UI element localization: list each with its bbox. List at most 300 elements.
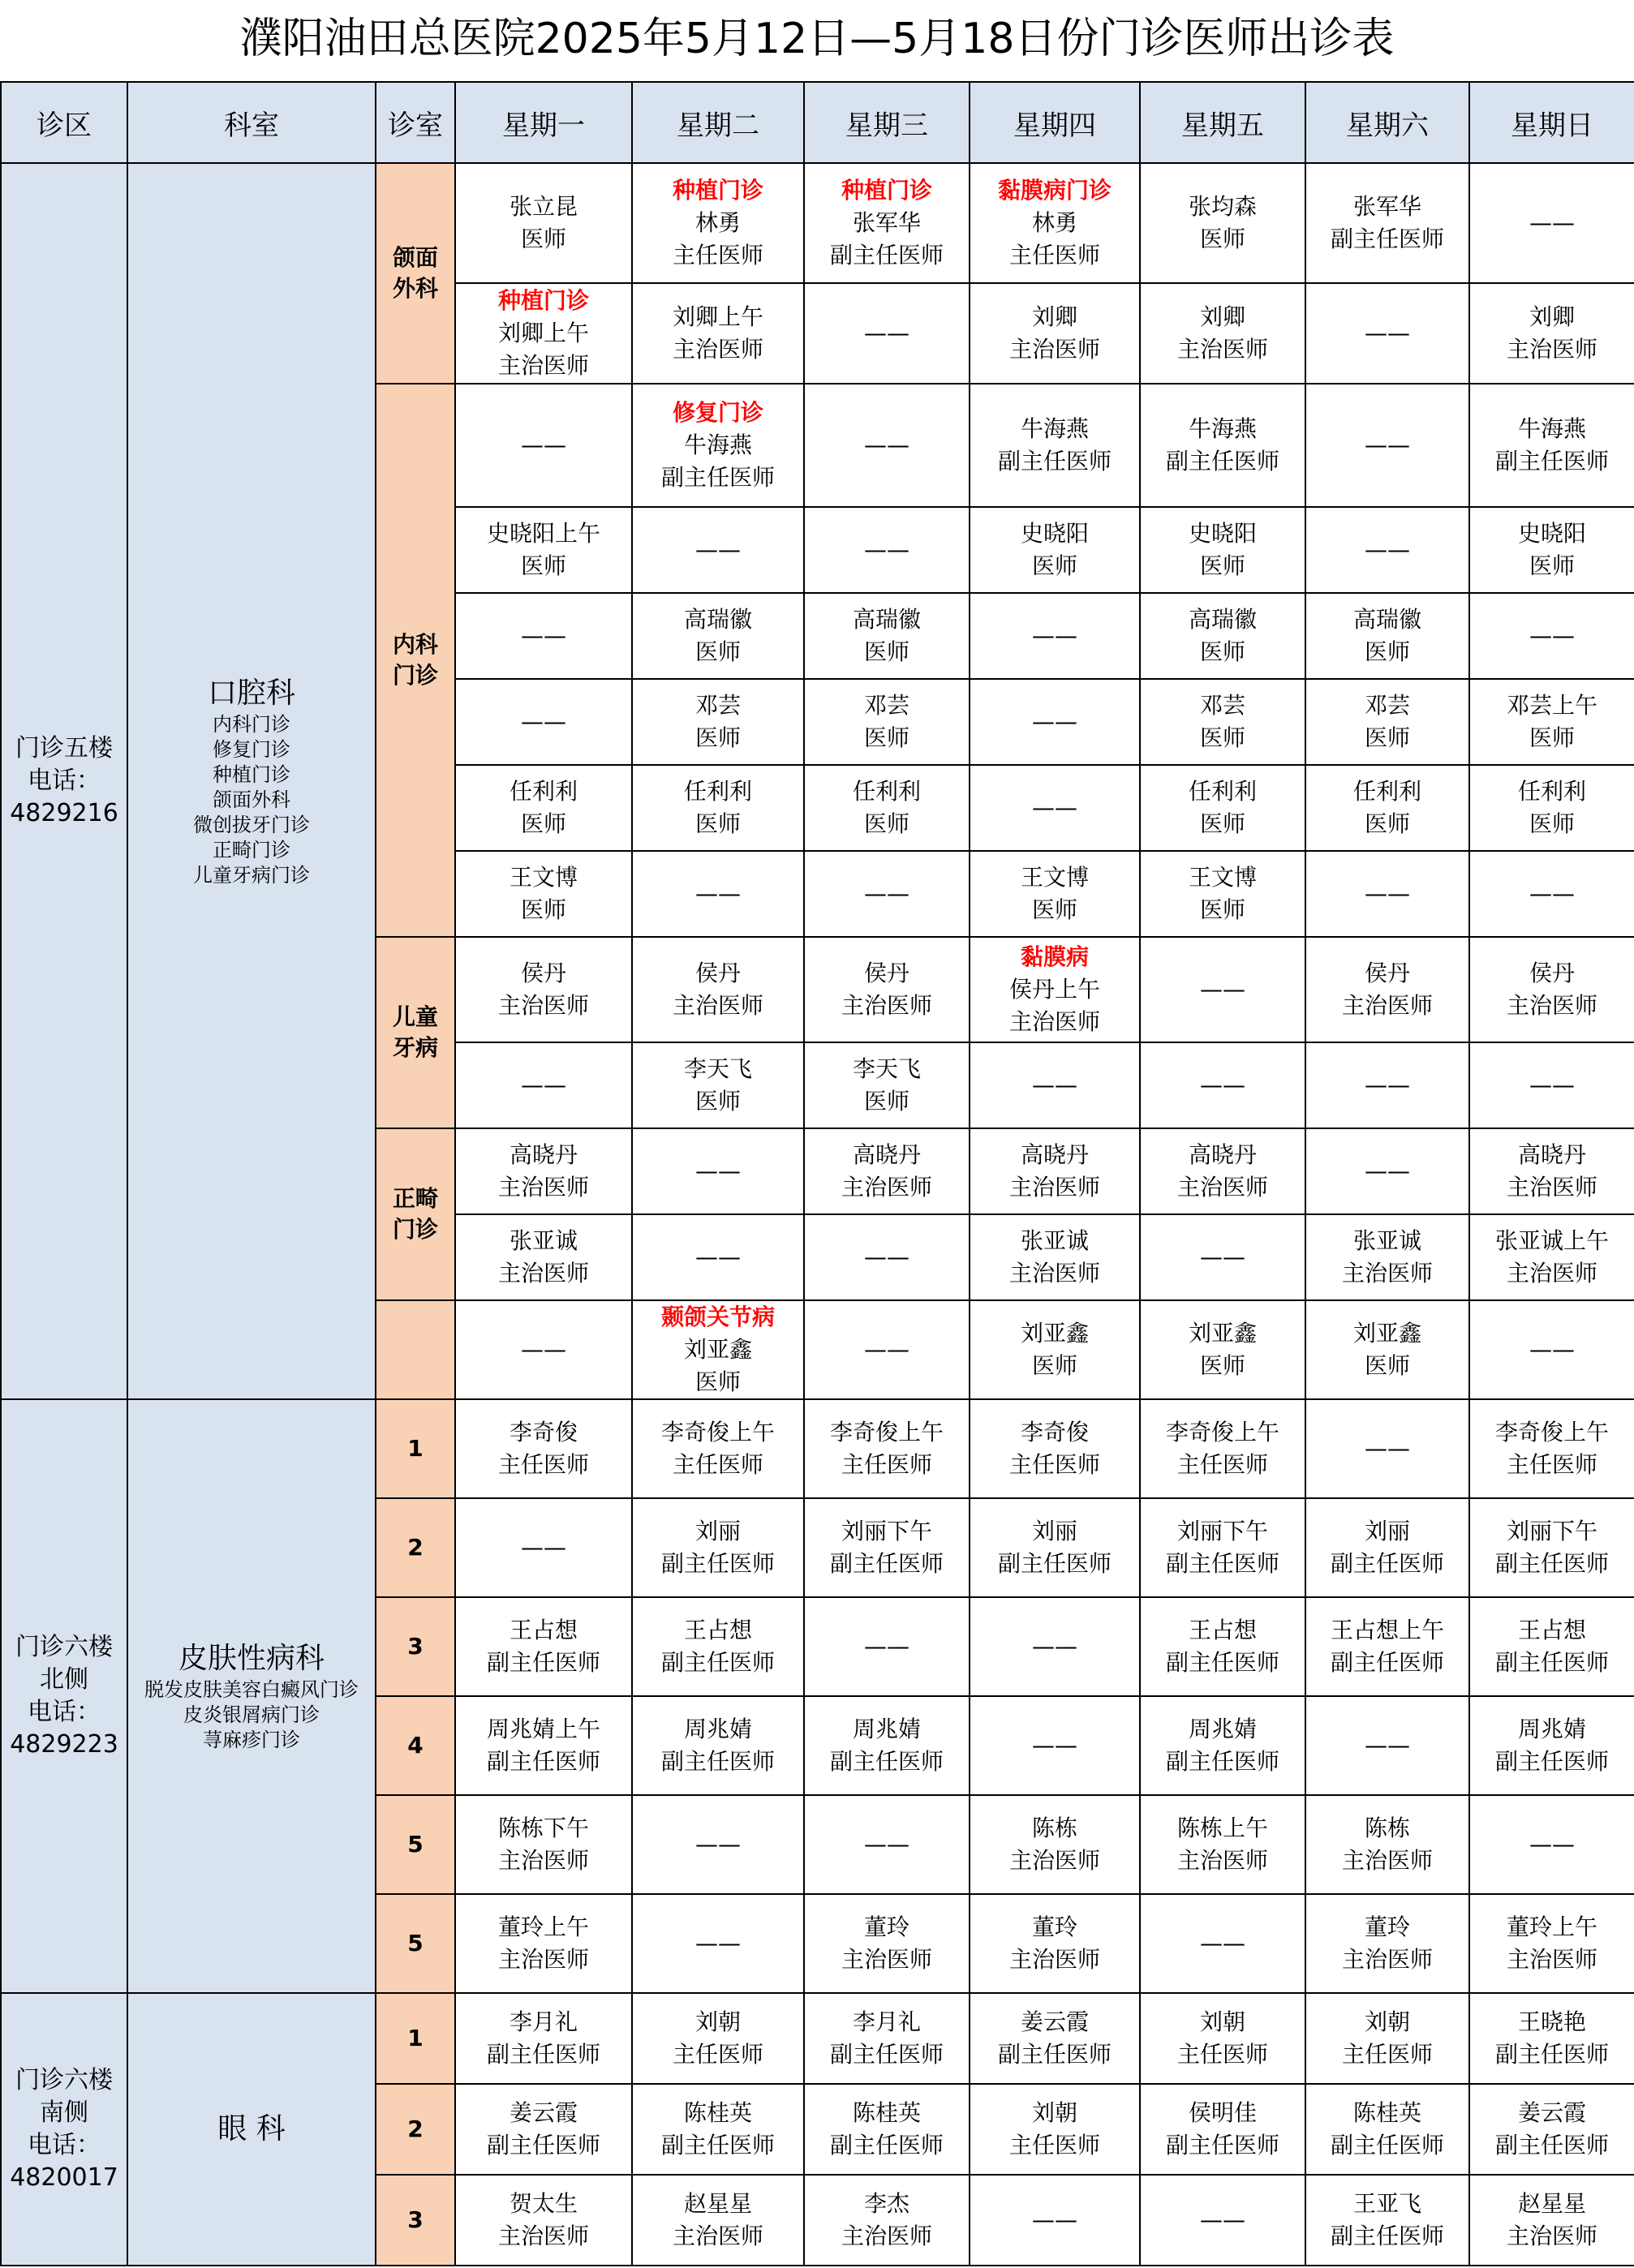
doctor-name: 高晓丹	[1020, 1141, 1089, 1168]
doctor-title: 副主任医师	[1165, 1649, 1279, 1676]
doctor-title: 主任医师	[1008, 2132, 1100, 2158]
department-subclinic: 脱发皮肤美容白癜风门诊	[144, 1677, 359, 1701]
no-clinic-dash: ——	[521, 1072, 566, 1098]
doctor-cell	[1469, 1894, 1634, 1993]
room-cell	[376, 1399, 455, 1498]
doctor-name: 任利利	[1517, 778, 1586, 805]
schedule-table	[0, 81, 1634, 2266]
doctor-name: 姜云霞	[1517, 2099, 1586, 2126]
doctor-cell	[455, 937, 632, 1042]
room-label: 2	[407, 1534, 424, 1561]
room-label: 3	[407, 1633, 424, 1660]
room-cell	[376, 1696, 455, 1795]
doctor-name: 牛海燕	[1020, 415, 1089, 442]
no-clinic-dash: ——	[1365, 432, 1410, 458]
doctor-name: 王亚飞	[1352, 2190, 1421, 2217]
doctor-title: 副主任医师	[1330, 2132, 1444, 2158]
doctor-cell	[970, 283, 1140, 384]
doctor-cell	[455, 765, 632, 851]
department-subclinic: 种植门诊	[213, 762, 290, 786]
doctor-title: 医师	[1364, 638, 1410, 665]
doctor-cell	[1305, 384, 1469, 507]
no-clinic-dash: ——	[1032, 2206, 1077, 2233]
doctor-cell	[804, 1399, 970, 1498]
doctor-name: 任利利	[1352, 778, 1421, 805]
doctor-cell	[1305, 937, 1469, 1042]
doctor-title: 副主任医师	[660, 1550, 775, 1577]
doctor-name: 刘卿上午	[497, 320, 589, 346]
doctor-name: 邓芸	[1199, 692, 1245, 719]
doctor-name: 刘亚鑫	[1352, 1320, 1421, 1347]
header-sunday: 星期日	[1469, 82, 1634, 163]
doctor-cell	[632, 2084, 804, 2175]
doctor-cell	[804, 1128, 970, 1214]
doctor-name: 刘丽下午	[841, 1518, 932, 1544]
doctor-cell	[1140, 283, 1305, 384]
zone-cell	[1, 163, 127, 1399]
doctor-title: 副主任医师	[1494, 2041, 1609, 2068]
doctor-cell	[455, 1128, 632, 1214]
doctor-cell	[455, 1399, 632, 1498]
doctor-name: 李奇俊	[1020, 1419, 1089, 1445]
header-room: 诊室	[376, 82, 455, 163]
doctor-title: 主治医师	[1341, 1946, 1433, 1973]
room-label: 2	[407, 2116, 424, 2142]
room-label: 正畸	[392, 1185, 438, 1212]
doctor-name: 邓芸	[694, 692, 741, 719]
no-clinic-dash: ——	[1365, 1732, 1410, 1759]
doctor-name: 林勇	[1031, 209, 1077, 236]
doctor-name: 王占想	[1517, 1617, 1586, 1643]
no-clinic-dash: ——	[1529, 622, 1575, 649]
doctor-title: 医师	[694, 724, 741, 751]
doctor-title: 医师	[694, 638, 741, 665]
doctor-name: 李月礼	[509, 2008, 578, 2035]
doctor-name: 侯丹	[1364, 960, 1410, 986]
department-subclinic: 荨麻疹门诊	[203, 1728, 300, 1751]
doctor-name: 李奇俊上午	[829, 1419, 944, 1445]
header-saturday: 星期六	[1305, 82, 1469, 163]
header-dept: 科室	[127, 82, 376, 163]
room-cell	[376, 384, 455, 937]
room-label: 3	[407, 2206, 424, 2233]
doctor-title: 医师	[1199, 1352, 1245, 1379]
doctor-title: 主治医师	[1341, 1847, 1433, 1874]
no-clinic-dash: ——	[521, 1336, 566, 1363]
doctor-name: 邓芸	[863, 692, 909, 719]
doctor-cell	[455, 2084, 632, 2175]
zone-line: 电话：	[28, 1698, 101, 1726]
doctor-cell	[455, 283, 632, 384]
doctor-cell	[632, 283, 804, 384]
doctor-cell	[804, 1894, 970, 1993]
doctor-name: 刘朝	[1199, 2008, 1245, 2035]
doctor-title: 主任医师	[1176, 2041, 1268, 2068]
doctor-name: 张立昆	[509, 193, 578, 220]
room-label: 内科	[392, 631, 438, 658]
doctor-cell	[632, 1795, 804, 1894]
doctor-cell	[1469, 384, 1634, 507]
doctor-cell	[455, 593, 632, 679]
doctor-cell	[970, 593, 1140, 679]
header-thursday: 星期四	[970, 82, 1140, 163]
doctor-name: 李天飞	[683, 1055, 752, 1082]
doctor-title: 医师	[1199, 724, 1245, 751]
clinic-tag: 黏膜病	[1020, 943, 1089, 970]
doctor-title: 主治医师	[672, 336, 763, 363]
doctor-cell	[632, 384, 804, 507]
no-clinic-dash: ——	[1529, 880, 1575, 907]
doctor-name: 王占想	[1188, 1617, 1257, 1643]
doctor-title: 副主任医师	[486, 1748, 600, 1775]
room-label: 1	[407, 1435, 424, 1462]
doctor-cell	[970, 507, 1140, 593]
doctor-name: 张军华	[852, 209, 921, 236]
no-clinic-dash: ——	[1529, 1336, 1575, 1363]
doctor-cell	[804, 1597, 970, 1696]
room-cell	[376, 1597, 455, 1696]
doctor-cell	[804, 1300, 970, 1399]
doctor-cell	[632, 1696, 804, 1795]
doctor-cell	[1469, 1300, 1634, 1399]
doctor-cell	[970, 1214, 1140, 1300]
doctor-name: 董玲上午	[1506, 1914, 1597, 1940]
room-cell	[376, 1894, 455, 1993]
doctor-title: 主治医师	[1176, 336, 1268, 363]
doctor-title: 主治医师	[1341, 992, 1433, 1019]
doctor-title: 主治医师	[841, 1946, 932, 1973]
room-cell	[376, 1498, 455, 1597]
doctor-name: 侯明佳	[1188, 2099, 1257, 2126]
doctor-cell	[1140, 384, 1305, 507]
doctor-title: 医师	[1199, 638, 1245, 665]
no-clinic-dash: ——	[521, 708, 566, 735]
no-clinic-dash: ——	[1365, 536, 1410, 563]
doctor-name: 姜云霞	[1020, 2008, 1089, 2035]
no-clinic-dash: ——	[1529, 1831, 1575, 1858]
page-title: 濮阳油田总医院2025年5月12日—5月18日份门诊医师出诊表	[239, 15, 1395, 63]
doctor-name: 陈桂英	[852, 2099, 921, 2126]
doctor-title: 医师	[1199, 552, 1245, 579]
no-clinic-dash: ——	[1365, 1158, 1410, 1184]
doctor-title: 副主任医师	[829, 1550, 944, 1577]
doctor-cell	[455, 1696, 632, 1795]
department-subclinic: 皮炎银屑病门诊	[183, 1703, 320, 1726]
doctor-name: 王晓艳	[1517, 2008, 1586, 2035]
doctor-title: 主治医师	[1176, 1174, 1268, 1201]
room-label: 颌面	[392, 244, 438, 271]
doctor-cell	[970, 1696, 1140, 1795]
doctor-cell	[1305, 1300, 1469, 1399]
doctor-cell	[1140, 2175, 1305, 2266]
doctor-name: 李月礼	[852, 2008, 921, 2035]
doctor-title: 医师	[520, 226, 566, 252]
doctor-cell	[1140, 1214, 1305, 1300]
room-cell	[376, 2175, 455, 2266]
doctor-cell	[970, 2175, 1140, 2266]
doctor-cell	[455, 1300, 632, 1399]
department-subclinic: 正畸门诊	[213, 838, 290, 861]
doctor-title: 主任医师	[672, 242, 763, 268]
doctor-title: 主治医师	[497, 352, 589, 379]
doctor-cell	[1305, 1597, 1469, 1696]
no-clinic-dash: ——	[1200, 2206, 1245, 2233]
doctor-cell	[1140, 1042, 1305, 1128]
room-cell	[376, 163, 455, 384]
doctor-title: 主治医师	[1176, 1847, 1268, 1874]
no-clinic-dash: ——	[521, 1534, 566, 1561]
doctor-cell	[1469, 283, 1634, 384]
doctor-cell	[1140, 593, 1305, 679]
room-label: 外科	[392, 275, 438, 302]
doctor-cell	[1140, 1597, 1305, 1696]
doctor-title: 医师	[520, 896, 566, 923]
department-subclinic: 内科门诊	[213, 712, 290, 736]
doctor-name: 王占想	[683, 1617, 752, 1643]
no-clinic-dash: ——	[864, 536, 909, 563]
doctor-title: 副主任医师	[660, 1748, 775, 1775]
doctor-cell	[1140, 1399, 1305, 1498]
doctor-cell	[1469, 1795, 1634, 1894]
no-clinic-dash: ——	[1200, 1072, 1245, 1098]
doctor-name: 林勇	[694, 209, 741, 236]
department-name: 口腔科	[207, 676, 295, 710]
doctor-cell	[1305, 1993, 1469, 2084]
clinic-tag: 种植门诊	[841, 177, 932, 204]
room-cell	[376, 937, 455, 1128]
doctor-cell	[970, 937, 1140, 1042]
no-clinic-dash: ——	[521, 432, 566, 458]
doctor-name: 侯丹	[520, 960, 566, 986]
zone-line: 4820017	[10, 2163, 118, 2192]
doctor-cell	[455, 1042, 632, 1128]
zone-line: 4829223	[10, 1730, 118, 1759]
doctor-name: 李杰	[863, 2190, 909, 2217]
table-row	[1, 1993, 1634, 2084]
doctor-cell	[455, 1214, 632, 1300]
doctor-cell	[632, 2175, 804, 2266]
doctor-name: 李奇俊上午	[1165, 1419, 1279, 1445]
doctor-title: 主任医师	[1506, 1451, 1597, 1478]
doctor-name: 姜云霞	[509, 2099, 578, 2126]
doctor-title: 主治医师	[497, 1847, 589, 1874]
doctor-name: 王文博	[1188, 864, 1257, 891]
doctor-cell	[632, 937, 804, 1042]
no-clinic-dash: ——	[695, 1158, 741, 1184]
doctor-name: 刘亚鑫	[1188, 1320, 1257, 1347]
doctor-cell	[970, 163, 1140, 283]
doctor-name: 刘卿上午	[672, 303, 763, 330]
doctor-cell	[804, 163, 970, 283]
doctor-cell	[1305, 507, 1469, 593]
doctor-title: 副主任医师	[1494, 1748, 1609, 1775]
no-clinic-dash: ——	[1032, 1732, 1077, 1759]
no-clinic-dash: ——	[864, 1831, 909, 1858]
doctor-title: 副主任医师	[829, 2132, 944, 2158]
doctor-cell	[1140, 1300, 1305, 1399]
doctor-cell	[632, 1498, 804, 1597]
doctor-cell	[1140, 1993, 1305, 2084]
no-clinic-dash: ——	[1365, 320, 1410, 346]
room-label: 5	[407, 1930, 424, 1957]
doctor-cell	[970, 1042, 1140, 1128]
header-tuesday: 星期二	[632, 82, 804, 163]
no-clinic-dash: ——	[1032, 794, 1077, 821]
doctor-cell	[804, 1042, 970, 1128]
doctor-title: 副主任医师	[1330, 226, 1444, 252]
doctor-title: 主治医师	[1008, 1174, 1100, 1201]
doctor-name: 陈栋	[1031, 1815, 1077, 1841]
room-cell	[376, 1993, 455, 2084]
doctor-name: 王文博	[509, 864, 578, 891]
doctor-name: 刘丽	[1031, 1518, 1077, 1544]
doctor-title: 副主任医师	[1330, 2223, 1444, 2249]
doctor-cell	[632, 765, 804, 851]
doctor-title: 主治医师	[497, 1260, 589, 1286]
doctor-cell	[632, 1597, 804, 1696]
no-clinic-dash: ——	[695, 1831, 741, 1858]
room-label: 5	[407, 1831, 424, 1858]
department-subclinic: 微创拔牙门诊	[193, 813, 310, 836]
zone-line: 门诊六楼	[15, 1633, 113, 1661]
doctor-title: 主治医师	[1506, 992, 1597, 1019]
doctor-title: 主治医师	[1506, 1260, 1597, 1286]
doctor-title: 主治医师	[497, 2223, 589, 2249]
doctor-cell	[804, 765, 970, 851]
doctor-cell	[1469, 1696, 1634, 1795]
doctor-title: 医师	[1529, 552, 1575, 579]
doctor-title: 副主任医师	[997, 448, 1112, 475]
doctor-cell	[970, 765, 1140, 851]
department-subclinic: 颌面外科	[213, 788, 290, 811]
doctor-cell	[1305, 1498, 1469, 1597]
zone-line: 门诊六楼	[15, 2066, 113, 2094]
doctor-name: 刘亚鑫	[683, 1336, 752, 1363]
doctor-name: 刘朝	[694, 2008, 741, 2035]
doctor-name: 刘卿	[1031, 303, 1077, 330]
doctor-cell	[1469, 1399, 1634, 1498]
doctor-title: 主治医师	[497, 1174, 589, 1201]
no-clinic-dash: ——	[1365, 1072, 1410, 1098]
room-label: 4	[407, 1732, 424, 1759]
doctor-title: 主治医师	[1008, 1008, 1100, 1035]
doctor-name: 任利利	[852, 778, 921, 805]
zone-line: 4829216	[10, 799, 118, 827]
doctor-title: 主任医师	[1341, 2041, 1433, 2068]
doctor-title: 副主任医师	[829, 242, 944, 268]
doctor-name: 任利利	[509, 778, 578, 805]
department-name: 皮肤性病科	[178, 1641, 325, 1675]
doctor-title: 主治医师	[672, 2223, 763, 2249]
doctor-cell	[1140, 765, 1305, 851]
doctor-name: 周兆婧	[683, 1716, 752, 1742]
doctor-cell	[970, 1128, 1140, 1214]
doctor-cell	[455, 507, 632, 593]
doctor-cell	[804, 384, 970, 507]
doctor-cell	[1469, 2084, 1634, 2175]
doctor-cell	[970, 384, 1140, 507]
doctor-cell	[1305, 593, 1469, 679]
doctor-name: 刘丽	[694, 1518, 741, 1544]
no-clinic-dash: ——	[1032, 1633, 1077, 1660]
doctor-cell	[1469, 2175, 1634, 2266]
room-label: 门诊	[392, 1216, 438, 1243]
doctor-cell	[632, 851, 804, 937]
doctor-cell	[1140, 1696, 1305, 1795]
header-row	[1, 82, 1634, 163]
doctor-title: 医师	[1031, 1352, 1077, 1379]
doctor-name: 史晓阳	[1517, 520, 1586, 547]
doctor-name: 高瑞徽	[683, 606, 752, 633]
doctor-cell	[1469, 593, 1634, 679]
doctor-title: 主任医师	[841, 1451, 932, 1478]
doctor-name: 邓芸	[1364, 692, 1410, 719]
doctor-name: 牛海燕	[1188, 415, 1257, 442]
clinic-tag: 颞颌关节病	[660, 1304, 775, 1330]
doctor-cell	[1469, 937, 1634, 1042]
no-clinic-dash: ——	[1529, 1072, 1575, 1098]
doctor-title: 主治医师	[841, 2223, 932, 2249]
doctor-title: 副主任医师	[1165, 1550, 1279, 1577]
room-cell	[376, 1128, 455, 1300]
clinic-tag: 种植门诊	[497, 287, 589, 314]
doctor-title: 医师	[863, 810, 909, 837]
no-clinic-dash: ——	[1032, 622, 1077, 649]
doctor-cell	[632, 1128, 804, 1214]
doctor-title: 副主任医师	[1330, 1649, 1444, 1676]
no-clinic-dash: ——	[864, 1336, 909, 1363]
doctor-title: 主治医师	[841, 992, 932, 1019]
doctor-title: 主任医师	[1176, 1451, 1268, 1478]
doctor-cell	[970, 1300, 1140, 1399]
doctor-name: 刘朝	[1031, 2099, 1077, 2126]
doctor-name: 牛海燕	[683, 432, 752, 458]
doctor-title: 主治医师	[497, 992, 589, 1019]
doctor-cell	[1140, 1894, 1305, 1993]
doctor-title: 医师	[694, 1368, 741, 1395]
doctor-title: 医师	[1031, 896, 1077, 923]
doctor-name: 侯丹上午	[1008, 976, 1100, 1003]
doctor-title: 主治医师	[841, 1174, 932, 1201]
doctor-cell	[1140, 1795, 1305, 1894]
doctor-cell	[804, 1498, 970, 1597]
doctor-name: 高晓丹	[509, 1141, 578, 1168]
doctor-cell	[1305, 1795, 1469, 1894]
doctor-name: 刘丽下午	[1176, 1518, 1268, 1544]
doctor-cell	[970, 2084, 1140, 2175]
room-cell	[376, 1795, 455, 1894]
department-subclinic: 修复门诊	[213, 737, 290, 761]
doctor-name: 李奇俊	[509, 1419, 578, 1445]
no-clinic-dash: ——	[695, 880, 741, 907]
department-cell	[127, 163, 376, 1399]
doctor-name: 王占想上午	[1330, 1617, 1444, 1643]
doctor-cell	[1305, 2084, 1469, 2175]
doctor-title: 主治医师	[1008, 336, 1100, 363]
doctor-cell	[632, 1042, 804, 1128]
doctor-cell	[1140, 851, 1305, 937]
doctor-name: 周兆婧	[852, 1716, 921, 1742]
doctor-cell	[1469, 1597, 1634, 1696]
doctor-cell	[1305, 1399, 1469, 1498]
doctor-name: 高晓丹	[1517, 1141, 1586, 1168]
doctor-name: 刘丽下午	[1506, 1518, 1597, 1544]
doctor-title: 医师	[1199, 226, 1245, 252]
doctor-cell	[632, 1300, 804, 1399]
room-label: 牙病	[392, 1034, 438, 1061]
doctor-cell	[804, 1795, 970, 1894]
doctor-name: 李奇俊上午	[1494, 1419, 1609, 1445]
